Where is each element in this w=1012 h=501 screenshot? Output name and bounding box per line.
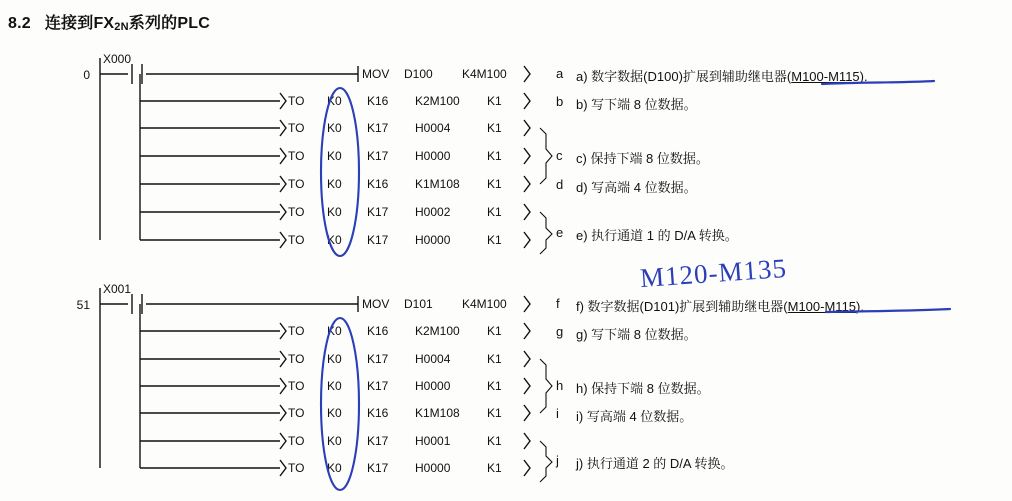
instruction-op: MOV	[362, 297, 390, 311]
instruction-operand: K16	[367, 177, 389, 191]
instruction-operand: K4M100	[462, 67, 507, 81]
contact-label-x000: X000	[103, 52, 132, 66]
section-title-pre: 连接到FX	[44, 15, 115, 32]
row-tag: e	[556, 225, 564, 240]
row-description: b) 写下端 8 位数据。	[576, 97, 697, 112]
row-description: j) 执行通道 2 的 D/A 转换。	[576, 456, 734, 471]
instruction-operand: K1	[487, 379, 502, 393]
instruction-operand: K0	[327, 461, 342, 475]
instruction-operand: H0000	[415, 233, 451, 247]
row-tag: j	[556, 453, 559, 468]
instruction-op: TO	[288, 406, 305, 420]
instruction-operand: H0000	[415, 149, 451, 163]
instruction-operand: K0	[327, 94, 342, 108]
instruction-operand: K17	[367, 352, 389, 366]
instruction-operand: K16	[367, 406, 389, 420]
instruction-operand: K1	[487, 233, 502, 247]
instruction-operand: K0	[327, 177, 342, 191]
instruction-operand: K0	[327, 352, 342, 366]
row-description: g) 写下端 8 位数据。	[576, 327, 697, 342]
instruction-operand: K1	[487, 94, 502, 108]
instruction-operand: K1	[487, 324, 502, 338]
row-description: i) 写高端 4 位数据。	[576, 409, 693, 424]
instruction-operand: K0	[327, 379, 342, 393]
instruction-op: TO	[288, 233, 305, 247]
instruction-op: TO	[288, 434, 305, 448]
instruction-op: TO	[288, 461, 305, 475]
row-tag: b	[556, 94, 564, 109]
instruction-operand: H0000	[415, 379, 451, 393]
row-tag: f	[556, 296, 560, 311]
instruction-operand: K1	[487, 121, 502, 135]
row-description: h) 保持下端 8 位数据。	[576, 381, 710, 396]
row-description	[576, 296, 864, 315]
instruction-operand: K17	[367, 461, 389, 475]
instruction-operand: K1	[487, 352, 502, 366]
instruction-operand: K16	[367, 94, 389, 108]
instruction-operand: K1	[487, 406, 502, 420]
row-tag: a	[556, 66, 564, 81]
row-tag: i	[556, 406, 559, 421]
rung-step-number: 0	[83, 68, 90, 82]
instruction-operand: K1	[487, 177, 502, 191]
row-tag: h	[556, 378, 564, 393]
instruction-op: TO	[288, 149, 305, 163]
instruction-operand: H0000	[415, 461, 451, 475]
instruction-op: TO	[288, 94, 305, 108]
instruction-operand: K2M100	[415, 324, 460, 338]
instruction-operand: H0002	[415, 205, 451, 219]
desc-text: a) 数字数据(D100)扩展到辅助继电器(	[576, 69, 792, 84]
row-tag: c	[556, 148, 563, 163]
instruction-operand: K0	[327, 121, 342, 135]
instruction-operand: K2M100	[415, 94, 460, 108]
section-title-subscript: 2N	[114, 21, 129, 33]
instruction-operand: K1	[487, 205, 502, 219]
rung-step-number: 51	[76, 298, 90, 312]
instruction-operand: H0004	[415, 352, 451, 366]
instruction-op: TO	[288, 379, 305, 393]
instruction-operand: K1M108	[415, 406, 460, 420]
instruction-op: MOV	[362, 67, 390, 81]
desc-underlined: M100-M115	[791, 69, 860, 84]
desc-text: f) 数字数据(D101)扩展到辅助继电器(	[576, 299, 788, 314]
instruction-op: TO	[288, 352, 305, 366]
instruction-operand: K1	[487, 461, 502, 475]
instruction-operand: K0	[327, 434, 342, 448]
row-description: d) 写高端 4 位数据。	[576, 180, 697, 195]
instruction-operand: H0001	[415, 434, 451, 448]
instruction-op: TO	[288, 177, 305, 191]
desc-underlined: M100-M115	[787, 299, 857, 314]
row-tag: d	[556, 177, 564, 192]
desc-tail: ).	[856, 299, 864, 314]
instruction-operand: K17	[367, 233, 389, 247]
instruction-operand: K1	[487, 149, 502, 163]
desc-tail: ).	[859, 69, 868, 84]
instruction-operand: K1M108	[415, 177, 460, 191]
instruction-operand: K16	[367, 324, 389, 338]
instruction-operand: K4M100	[462, 297, 507, 311]
instruction-op: TO	[288, 205, 305, 219]
row-description: e) 执行通道 1 的 D/A 转换。	[576, 228, 738, 243]
section-number: 8.2	[8, 15, 31, 32]
instruction-operand: K17	[367, 121, 389, 135]
instruction-operand: K1	[487, 434, 502, 448]
handwritten-note: M120-M135	[639, 252, 788, 294]
instruction-operand: H0004	[415, 121, 451, 135]
row-tag: g	[556, 324, 564, 339]
instruction-operand: K0	[327, 149, 342, 163]
instruction-operand: K17	[367, 149, 389, 163]
row-description	[576, 66, 868, 85]
section-title-post: 系列的PLC	[128, 15, 210, 32]
instruction-op: TO	[288, 121, 305, 135]
instruction-op: TO	[288, 324, 305, 338]
instruction-operand: K17	[367, 379, 389, 393]
row-description: c) 保持下端 8 位数据。	[576, 151, 709, 166]
instruction-operand: K0	[327, 233, 342, 247]
instruction-operand: D101	[404, 297, 433, 311]
instruction-operand: K17	[367, 434, 389, 448]
instruction-operand: K17	[367, 205, 389, 219]
instruction-operand: K0	[327, 324, 342, 338]
instruction-operand: D100	[404, 67, 433, 81]
contact-label-x001: X001	[103, 282, 132, 296]
instruction-operand: K0	[327, 406, 342, 420]
instruction-operand: K0	[327, 205, 342, 219]
